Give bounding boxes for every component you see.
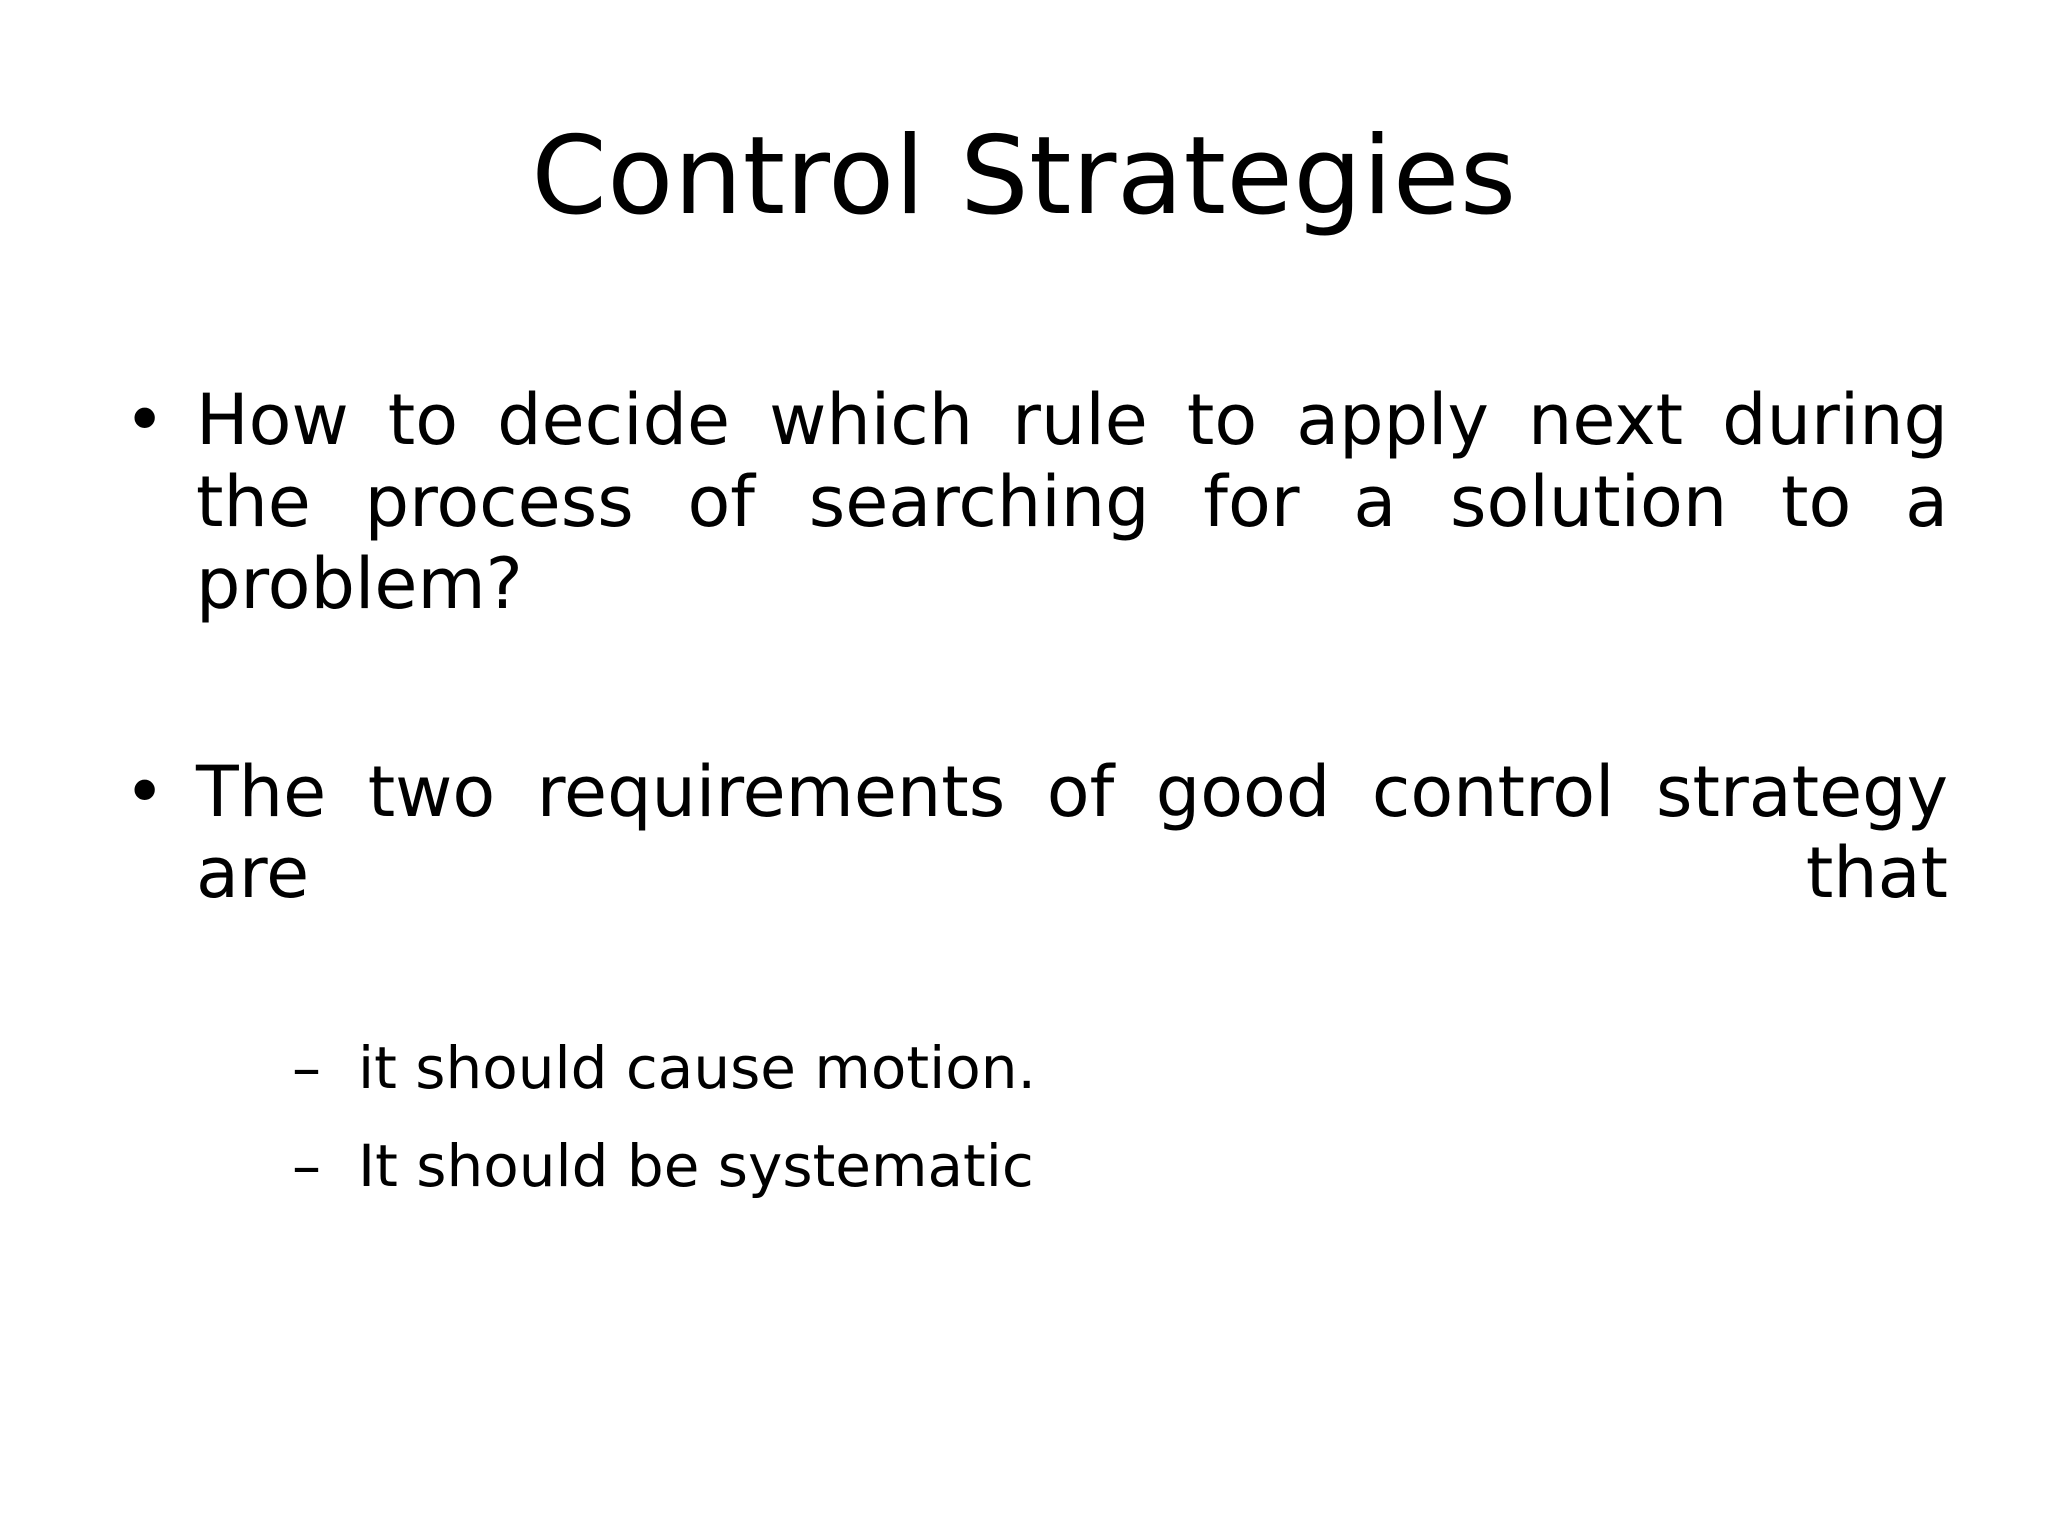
list-item-text: The two requirements of good control strategy are that: [196, 750, 1948, 915]
list-item: [118, 752, 1948, 1204]
bullet-marker-icon: •: [124, 750, 166, 833]
slide-body: [118, 380, 1948, 1248]
list-item: [118, 380, 1948, 708]
sub-list-item-text: it should cause motion.: [358, 1034, 1036, 1103]
sub-list-item: [292, 1031, 1948, 1106]
dash-marker-icon: –: [292, 1034, 321, 1103]
list-item-text: How to decide which rule to apply next during the process of searching for a solution to a problem?: [196, 379, 1948, 625]
dash-marker-icon: –: [292, 1131, 321, 1200]
sub-list-item-text: It should be systematic: [358, 1131, 1034, 1200]
sub-list: [196, 1031, 1948, 1204]
bullet-marker-icon: •: [124, 379, 166, 461]
sub-list-item: [292, 1129, 1948, 1204]
page-title: Control Strategies: [531, 114, 1517, 239]
